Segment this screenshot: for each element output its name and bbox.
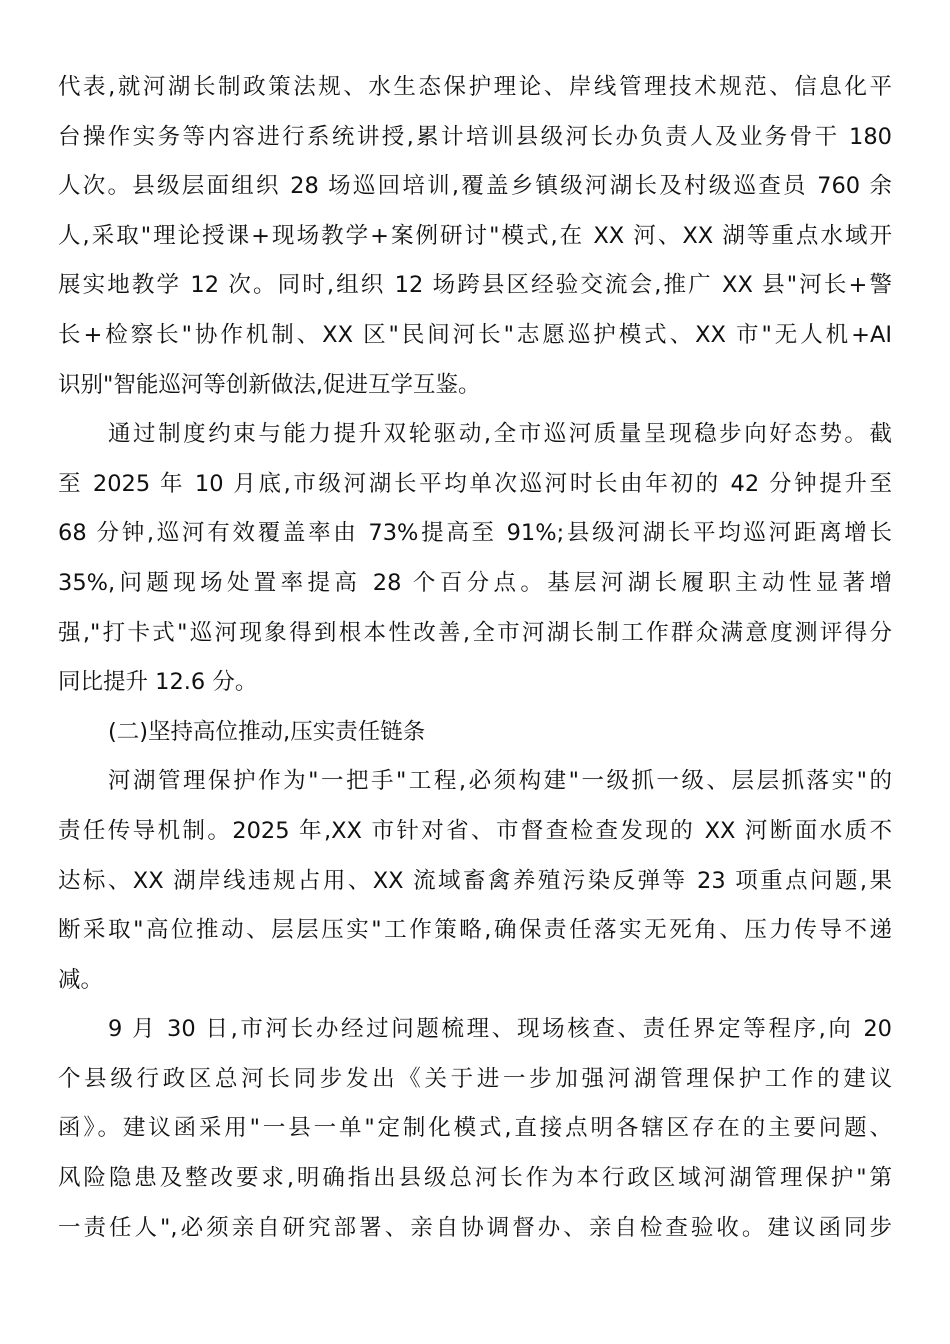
text-line: 35%,问题现场处置率提高 28 个百分点。基层河湖长履职主动性显著增 [58, 569, 892, 596]
section-heading-text: (二)坚持高位推动,压实责任链条 [108, 718, 426, 745]
text-line: 一责任人",必须亲自研究部署、亲自协调督办、亲自检查验收。建议函同步 [58, 1214, 892, 1241]
text-line: 达标、XX 湖岸线违规占用、XX 流域畜禽养殖污染反弹等 23 项重点问题,果 [58, 867, 892, 894]
text-line: 风险隐患及整改要求,明确指出县级总河长作为本行政区域河湖管理保护"第 [58, 1165, 892, 1192]
text-line: 责任传导机制。2025 年,XX 市针对省、市督查检查发现的 XX 河断面水质不 [58, 817, 892, 844]
text-line: 至 2025 年 10 月底,市级河湖长平均单次巡河时长由年初的 42 分钟提升至 [58, 470, 892, 497]
text-line: 代表,就河湖长制政策法规、水生态保护理论、岸线管理技术规范、信息化平 [58, 74, 892, 100]
text-line: 函》。建议函采用"一县一单"定制化模式,直接点明各辖区存在的主要问题、 [58, 1115, 892, 1142]
text-line: 长+检察长"协作机制、XX 区"民间河长"志愿巡护模式、XX 市"无人机+AI [58, 321, 892, 348]
text-line: 断采取"高位推动、层层压实"工作策略,确保责任落实无死角、压力传导不递 [58, 917, 892, 944]
section-heading [58, 708, 892, 758]
text-line: 识别"智能巡河等创新做法,促进互学互鉴。 [58, 371, 481, 398]
paragraph-responsibility [58, 757, 892, 1005]
text-line: 河湖管理保护作为"一把手"工程,必须构建"一级抓一级、层层抓落实"的 [108, 768, 892, 795]
paragraph-letter [58, 1005, 892, 1253]
text-line: 68 分钟,巡河有效覆盖率由 73%提高至 91%;县级河湖长平均巡河距离增长 [58, 520, 892, 547]
text-line: 人,采取"理论授课+现场教学+案例研讨"模式,在 XX 河、XX 湖等重点水域开 [58, 222, 892, 249]
document-page [58, 63, 892, 1253]
text-line: 展实地教学 12 次。同时,组织 12 场跨县区经验交流会,推广 XX 县"河长+警 [58, 272, 892, 299]
text-line: 人次。县级层面组织 28 场巡回培训,覆盖乡镇级河湖长及村级巡查员 760 余 [58, 173, 892, 200]
text-line: 同比提升 12.6 分。 [58, 669, 258, 696]
paragraph-training [58, 63, 892, 410]
text-line: 通过制度约束与能力提升双轮驱动,全市巡河质量呈现稳步向好态势。截 [108, 421, 892, 448]
text-line: 强,"打卡式"巡河现象得到根本性改善,全市河湖长制工作群众满意度测评得分 [58, 619, 892, 646]
text-line: 9 月 30 日,市河长办经过问题梳理、现场核查、责任界定等程序,向 20 [108, 1016, 892, 1043]
text-line: 减。 [58, 966, 104, 993]
text-line: 个县级行政区总河长同步发出《关于进一步加强河湖管理保护工作的建议 [58, 1065, 892, 1092]
text-line: 台操作实务等内容进行系统讲授,累计培训县级河长办负责人及业务骨干 180 [58, 123, 892, 150]
paragraph-results [58, 410, 892, 708]
